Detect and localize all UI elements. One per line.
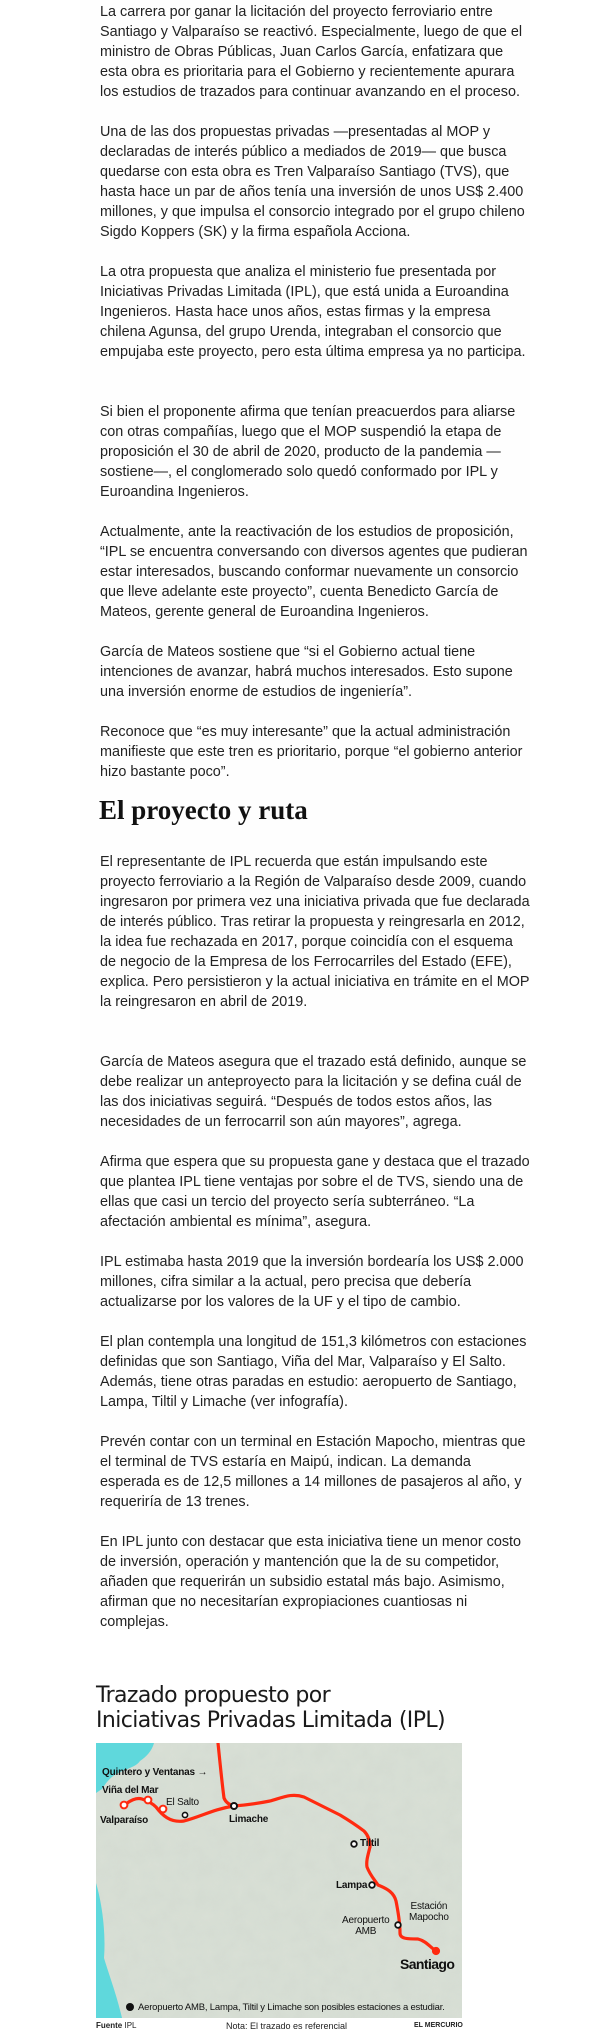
paragraph: El plan contempla una longitud de 151,3 kilómetros con estaciones definidas que son Santiago, Viña del Mar, Valparaíso y El Salto. Además, tiene otras paradas en estudio: aeropuerto de Santiago, Lampa, Tiltil y Limache (ver infografía). bbox=[100, 1334, 527, 1410]
label-lampa: Lampa bbox=[336, 1880, 368, 1891]
label-valparaiso: Valparaíso bbox=[100, 1815, 149, 1826]
paragraph: El representante de IPL recuerda que están impulsando este proyecto ferroviario a la Región de Valparaíso desde 2009, cuando ingresaron por primera vez una iniciativa privada que fue declarada de interés público. Tras retirar la propuesta y reingresarla en 2012, la idea fue rechazada en 2017, porque coincidía con el esquema de negocio de la Empresa de los Ferrocarriles del Estado (EFE), explica. Pero persistieron y la actual iniciativa en trámite en el MOP la reingresaron en abril de 2019. bbox=[100, 854, 530, 1010]
route-note: Nota: El trazado es referencial bbox=[226, 2021, 348, 2031]
infographic-title-line2: Iniciativas Privadas Limitada (IPL) bbox=[96, 1708, 446, 1733]
paragraph: Si bien el proponente afirma que tenían preacuerdos para aliarse con otras compañías, luego que el MOP suspendió la etapa de proposición el 30 de abril de 2020, producto de la pandemia —sostiene—, el conglomerado solo quedó conformado por IPL y Euroandina Ingenieros. bbox=[100, 404, 516, 500]
paragraph: Una de las dos propuestas privadas —presentadas al MOP y declaradas de interés público a mediados de 2019— que busca quedarse con esta obra es Tren Valparaíso Santiago (TVS), que hasta hace un par de años tenía una inversión de unos US$ 2.400 millones, y que impulsa el consorcio integrado por el grupo chileno Sigdo Koppers (SK) y la firma española Acciona. bbox=[100, 124, 525, 240]
label-quintero-text: Quintero y Ventanas bbox=[102, 1767, 195, 1778]
paragraph: Afirma que espera que su propuesta gane y destaca que el trazado que plantea IPL tiene ventajas por sobre el de TVS, siendo una de ellas que casi un tercio del proyecto sería subterráneo. “La afectación ambiental es mínima”, asegura. bbox=[100, 1154, 530, 1230]
article-body bbox=[80, 0, 530, 1630]
station-aeropuerto-marker bbox=[395, 1922, 401, 1928]
label-quintero bbox=[102, 1767, 207, 1778]
label-mapocho-line1: Estación bbox=[410, 1901, 448, 1912]
label-aeropuerto-line1: Aeropuerto bbox=[342, 1915, 390, 1926]
legend-dot-icon bbox=[126, 2003, 134, 2011]
station-santiago-marker bbox=[432, 1947, 439, 1954]
label-vina-del-mar: Viña del Mar bbox=[102, 1785, 159, 1796]
label-el-salto: El Salto bbox=[166, 1797, 199, 1808]
paragraph: García de Mateos sostiene que “si el Gobierno actual tiene intenciones de avanzar, habrá muchos interesados. Esto supone una inversión enorme de estudios de ingeniería”. bbox=[100, 644, 513, 700]
station-valparaiso-marker bbox=[121, 1802, 128, 1809]
paragraph: En IPL junto con destacar que esta iniciativa tiene un menor costo de inversión, operación y mantención que la de su competidor, añaden que requerirán un subsidio estatal más bajo. Asimismo, afirman que no necesitarían expropiaciones cuantiosas ni complejas. bbox=[100, 1534, 522, 1630]
source bbox=[96, 2021, 136, 2030]
label-santiago: Santiago bbox=[400, 1956, 455, 1972]
credit-el-mercurio: EL MERCURIO bbox=[414, 2022, 463, 2029]
paragraph: La otra propuesta que analiza el ministerio fue presentada por Iniciativas Privadas Limitada (IPL), que está unida a Euroandina Ingenieros. Hasta hace unos años, estas firmas y la empresa chilena Agunsa, del grupo Urenda, integraban el consorcio que empujaba este proyecto, pero esta última empresa ya no participa. bbox=[100, 264, 526, 360]
station-lampa-marker bbox=[369, 1882, 375, 1888]
label-limache: Limache bbox=[229, 1814, 269, 1825]
infographic-title-line1: Trazado propuesto por bbox=[96, 1683, 331, 1708]
paragraph: Actualmente, ante la reactivación de los estudios de proposición, “IPL se encuentra conversando con diversos agentes que pudieran estar interesados, buscando conformar nuevamente un consorcio que lleve adelante este proyecto”, cuenta Benedicto García de Mateos, gerente general de Euroandina Ingenieros. bbox=[100, 524, 528, 620]
route-infographic bbox=[96, 1683, 516, 2035]
arrow-right-icon: → bbox=[197, 1767, 208, 1778]
label-aeropuerto-line2: AMB bbox=[355, 1926, 377, 1937]
label-estacion-mapocho bbox=[409, 1901, 449, 1923]
source-value: IPL bbox=[124, 2021, 137, 2030]
infographic-title bbox=[96, 1683, 516, 1733]
legend-note: Aeropuerto AMB, Lampa, Tiltil y Limache son posibles estaciones a estudiar. bbox=[138, 2002, 445, 2013]
station-el-salto-marker bbox=[182, 1812, 187, 1817]
infographic-footer bbox=[96, 2021, 462, 2033]
paragraph: Prevén contar con un terminal en Estación Mapocho, mientras que el terminal de TVS estaría en Maipú, indican. La demanda esperada es de 12,5 millones a 14 millones de pasajeros al año, y requeriría de 13 trenes. bbox=[100, 1434, 526, 1510]
label-aeropuerto bbox=[342, 1915, 389, 1937]
station-tiltil-marker bbox=[351, 1841, 357, 1847]
label-tiltil: Tiltil bbox=[360, 1838, 380, 1849]
paragraph: IPL estimaba hasta 2019 que la inversión bordearía los US$ 2.000 millones, cifra similar a la actual, pero precisa que debería actualizarse por los valores de la UF y el tipo de cambio. bbox=[100, 1254, 524, 1310]
paragraph: García de Mateos asegura que el trazado está definido, aunque se debe realizar un anteproyecto para la licitación y se defina cuál de las dos iniciativas seguirá. “Después de todos estos años, las necesidades de un ferrocarril son aún mayores”, agrega. bbox=[100, 1054, 527, 1130]
route-map bbox=[96, 1743, 462, 2018]
station-limache-marker bbox=[231, 1803, 237, 1809]
source-label: Fuente bbox=[96, 2021, 123, 2030]
paragraph: Reconoce que “es muy interesante” que la actual administración manifieste que este tren es prioritario, porque “el gobierno anterior hizo bastante poco”. bbox=[100, 724, 523, 780]
label-mapocho-line2: Mapocho bbox=[409, 1912, 449, 1923]
section-heading: El proyecto y ruta bbox=[99, 795, 308, 825]
paragraph: La carrera por ganar la licitación del proyecto ferroviario entre Santiago y Valparaíso se reactivó. Especialmente, luego de que el ministro de Obras Públicas, Juan Carlos García, enfatizara que esta obra es prioritaria para el Gobierno y recientemente apurara los estudios de trazados para continuar avanzando en el proceso. bbox=[100, 4, 523, 100]
station-vina-marker bbox=[145, 1797, 152, 1804]
